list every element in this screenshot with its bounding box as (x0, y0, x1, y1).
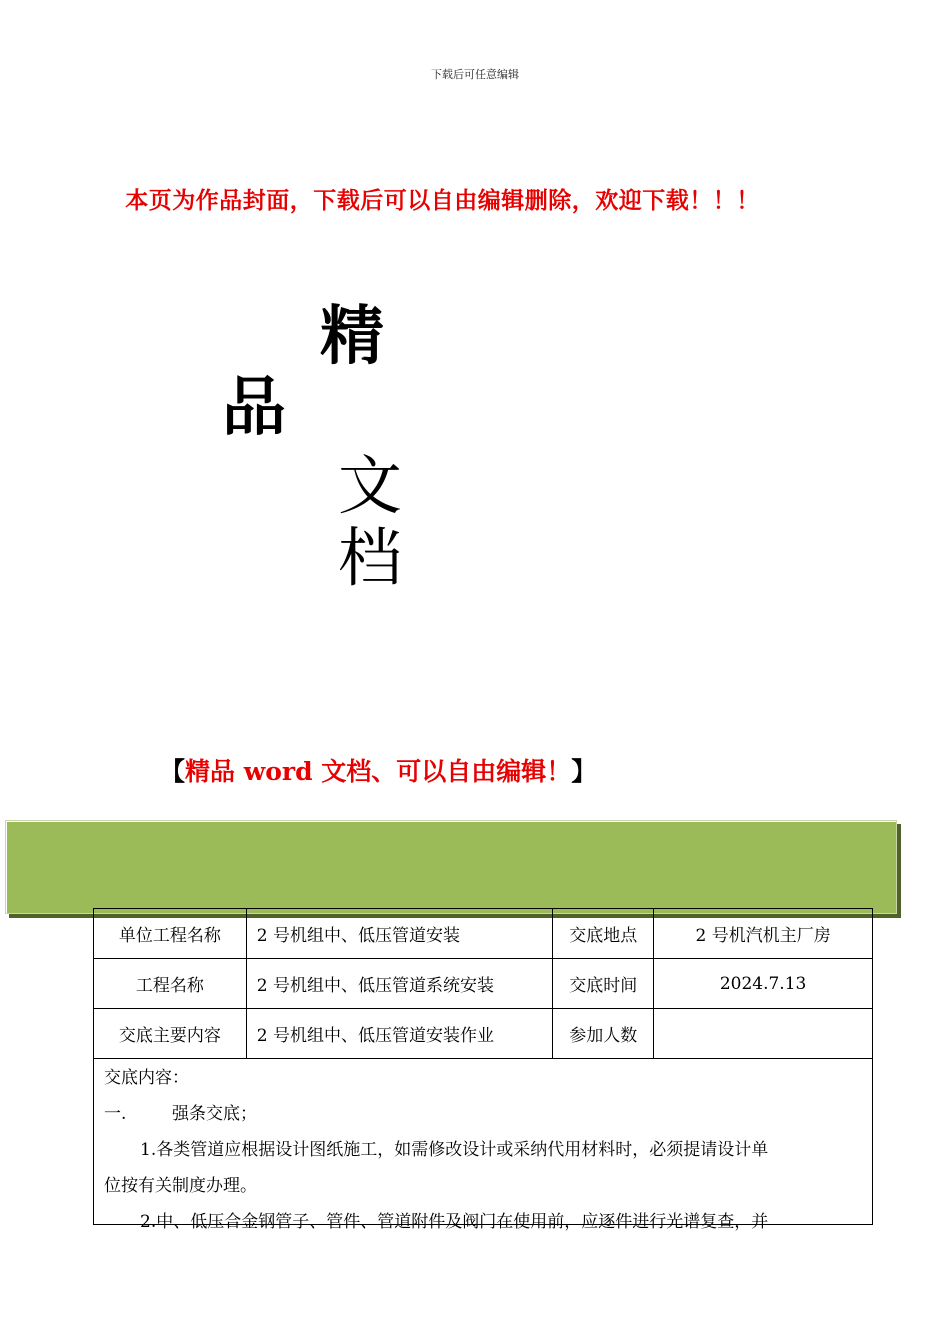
label-participants: 参加人数 (553, 1009, 654, 1059)
disclosure-content (93, 1058, 873, 1232)
disclosure-info-table (93, 908, 873, 1059)
content-heading: 交底内容： (104, 1068, 189, 1088)
section-title: 强条交底； (172, 1104, 257, 1124)
label-project-name: 工程名称 (94, 959, 247, 1009)
table-row (94, 959, 873, 1009)
value-main-content: 2 号机组中、低压管道安装作业 (246, 1009, 553, 1059)
cover-notice: 本页为作品封面，下载后可以自由编辑删除，欢迎下载！！！ (125, 187, 760, 214)
title-char-pin: 品 (222, 371, 286, 445)
tagline-open-bracket: 【 (160, 757, 186, 786)
title-char-jing: 精 (320, 300, 384, 374)
value-participants (654, 1009, 873, 1059)
value-disclosure-time: 2024.7.13 (654, 959, 873, 1009)
label-main-content: 交底主要内容 (94, 1009, 247, 1059)
table-row (94, 909, 873, 959)
table-row (94, 1009, 873, 1059)
value-project-name: 2 号机组中、低压管道系统安装 (246, 959, 553, 1009)
green-banner (5, 820, 897, 914)
item-1-line-1: 1.各类管道应根据设计图纸施工，如需修改设计或采纳代用材料时，必须提请设计单 (140, 1140, 769, 1160)
label-disclosure-time: 交底时间 (553, 959, 654, 1009)
tagline (160, 752, 596, 788)
section-number: 一. (104, 1104, 127, 1124)
value-unit-project-name: 2 号机组中、低压管道安装 (246, 909, 553, 959)
tagline-close-bracket: 】 (571, 757, 597, 786)
header-note: 下载后可任意编辑 (431, 68, 519, 81)
item-1-line-2: 位按有关制度办理。 (104, 1176, 257, 1196)
title-char-wen: 文 (338, 450, 402, 524)
tagline-text: 精品 word 文档、可以自由编辑！ (185, 757, 572, 786)
label-unit-project-name: 单位工程名称 (94, 909, 247, 959)
item-2-line-1: 2.中、低压合金钢管子、管件、管道附件及阀门在使用前，应逐件进行光谱复查，并 (140, 1212, 769, 1232)
value-disclosure-location: 2 号机汽机主厂房 (654, 909, 873, 959)
title-char-dang: 档 (338, 522, 402, 596)
label-disclosure-location: 交底地点 (553, 909, 654, 959)
section-heading (104, 1096, 862, 1132)
